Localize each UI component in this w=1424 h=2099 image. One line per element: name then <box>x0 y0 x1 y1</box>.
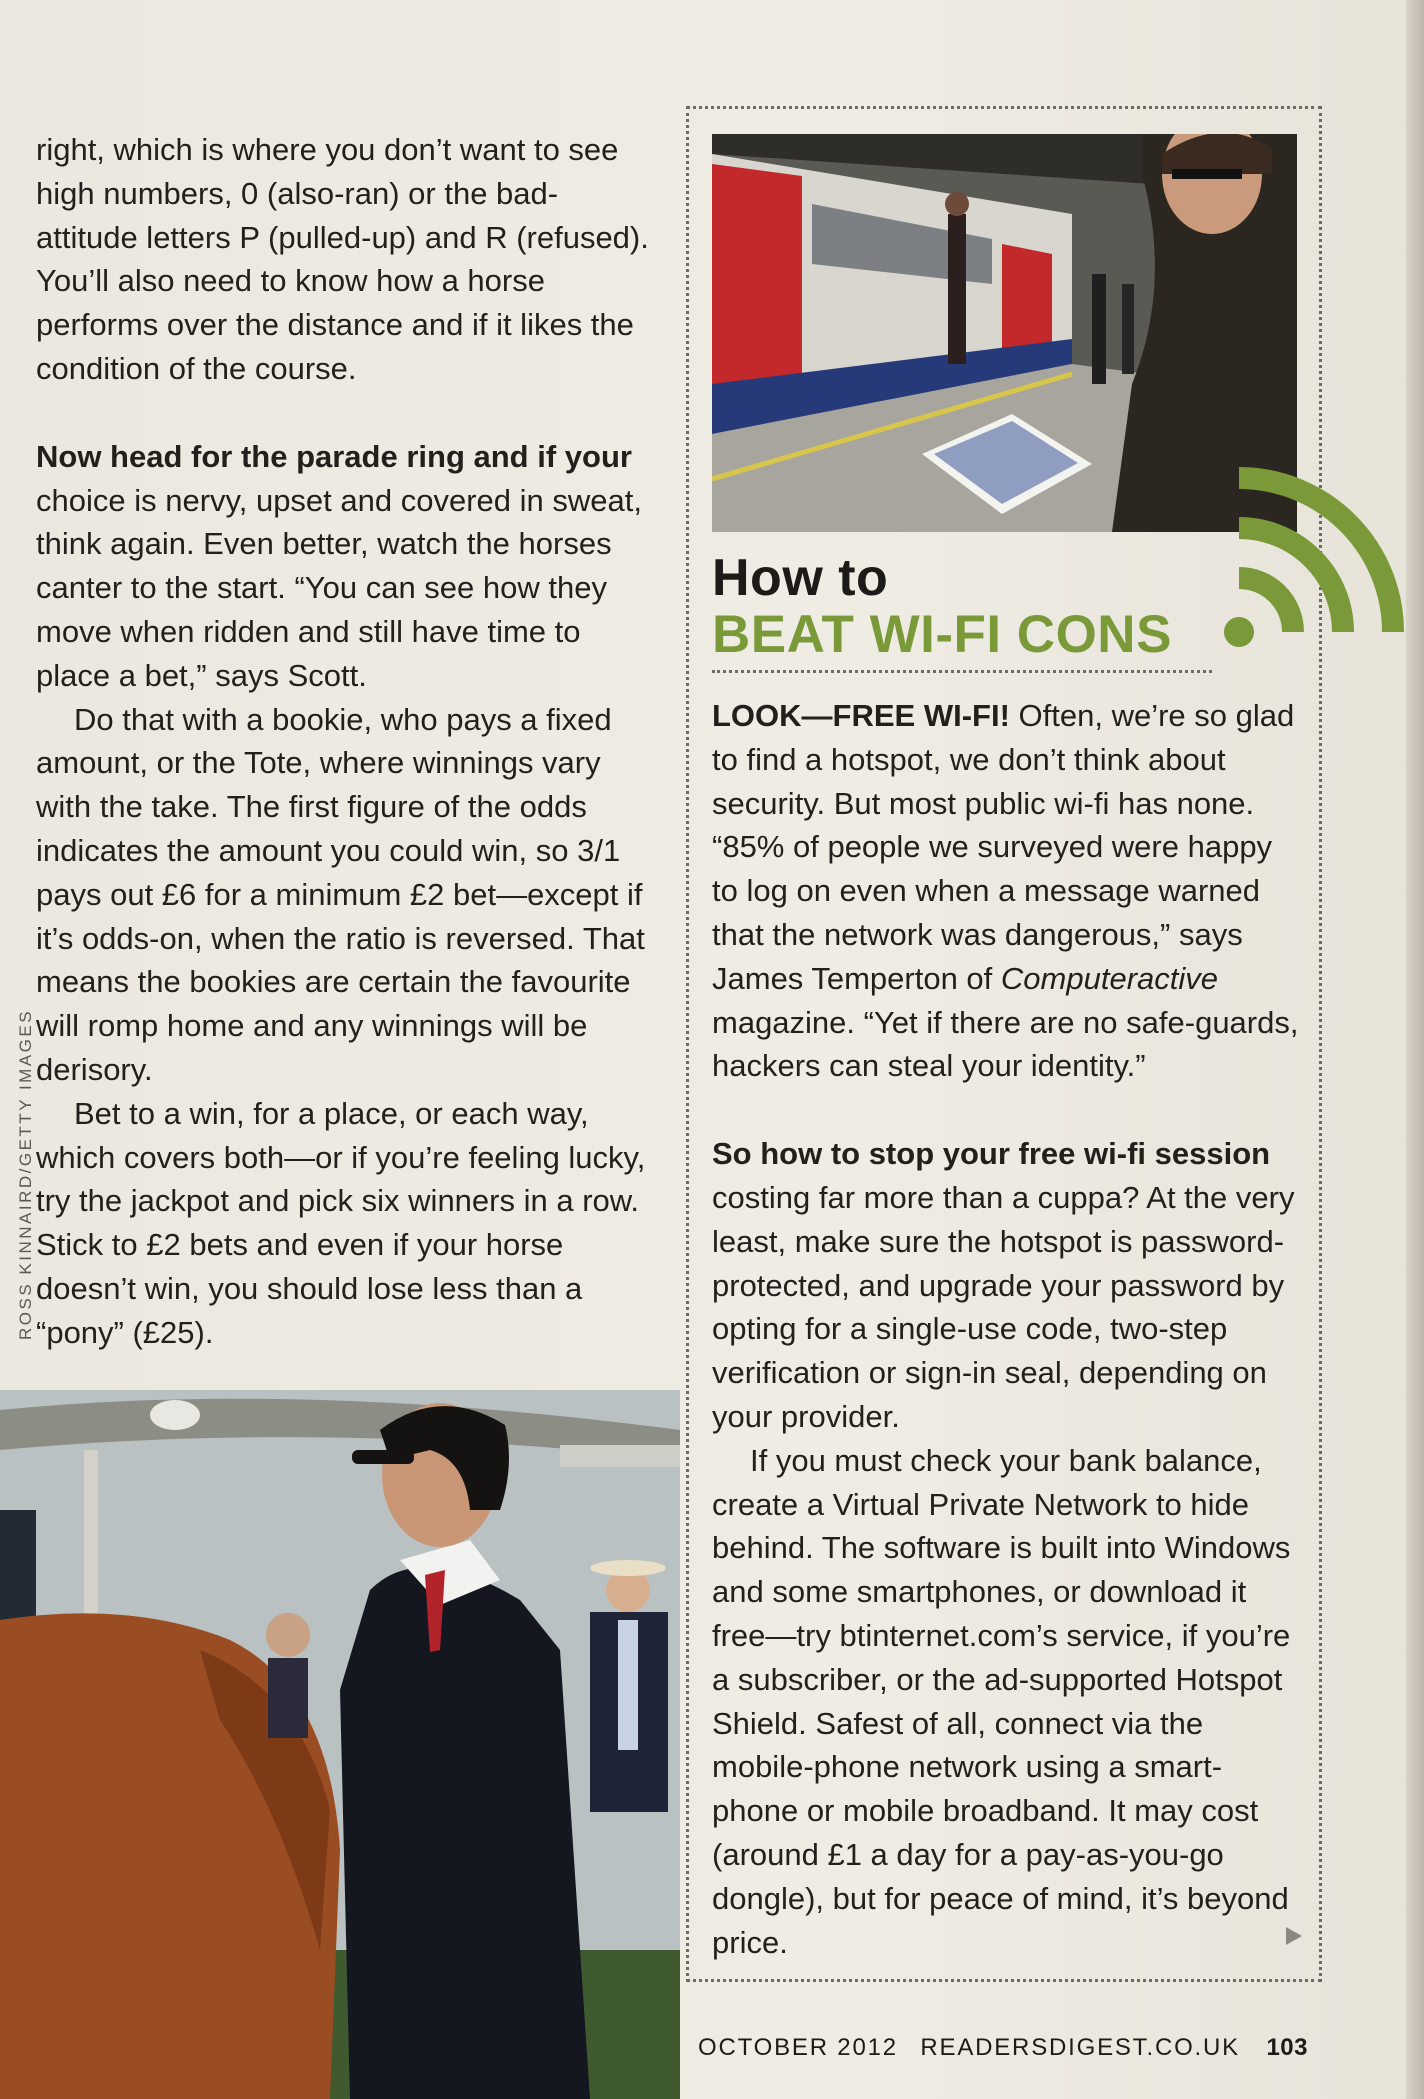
footer-issue: OCTOBER 2012 <box>698 2034 898 2061</box>
article-left-column <box>36 128 658 1355</box>
tube-station-photo <box>712 134 1297 532</box>
sidebar-heading-line2: BEAT WI-FI CONS <box>712 605 1172 664</box>
paragraph-body: choice is nervy, upset and covered in sweat, think again. Even better, watch the horses canter to the start. “You can see how they move when ridden and still have time to place a bet,” says Scott. <box>36 482 642 693</box>
page-number: 103 <box>1266 2034 1308 2061</box>
paragraph-lead-in: Now head for the parade ring and if your <box>36 438 632 474</box>
paragraph-lead-in: So how to stop your free wi-fi session <box>712 1136 1271 1172</box>
paragraph-body: Often, we’re so glad to find a hotspot, we don’t think about security. But most public wi-fi has none. “85% of people we surveyed were happy to log on even when a message warned that the network was dangerous,” says James Temperton of <box>712 698 1295 996</box>
heading-divider <box>712 670 1212 673</box>
article-paragraph: Bet to a win, for a place, or each way, which covers both—or if you’re feeling lucky, try the jackpot and pick six winners in a row. Stick to £2 bets and even if your horse doesn’t win, you should lose less than a “pony” (£25). <box>36 1095 646 1350</box>
magazine-title: Computeractive <box>1000 960 1218 996</box>
photo-credit: ROSS KINNAIRD/GETTY IMAGES <box>16 1008 35 1340</box>
sidebar-paragraph <box>712 694 1302 1088</box>
article-paragraph <box>36 435 658 698</box>
wifi-signal-icon <box>1215 450 1424 670</box>
paragraph-lead-in: LOOK—FREE WI-FI! <box>712 698 1010 733</box>
article-paragraph: Do that with a bookie, who pays a fixed amount, or the Tote, where winnings vary with the take. The first figure of the odds indicates the amount you could win, so 3/1 pays out £6 for a minimum £2 bet—except if it’s odds-on, when the ratio is reversed. That means the bookies are certain the favourite will romp home and any winnings will be derisory. <box>36 701 645 1087</box>
paragraph-body: costing far more than a cuppa? At the very least, make sure the hotspot is password-protected, and upgrade your password by opting for a single-use code, two-step verification or sign-in seal, depending on your provider. <box>712 1179 1295 1434</box>
triangle-right-icon <box>1286 1927 1302 1945</box>
page-footer <box>698 2034 1308 2062</box>
sidebar-heading-line1: How to <box>712 549 889 607</box>
paragraph-body: magazine. “Yet if there are no safe-guards, hackers can steal your identity.” <box>712 1004 1299 1084</box>
sidebar-paragraph <box>712 1132 1302 1439</box>
footer-site: READERSDIGEST.CO.UK <box>920 2034 1240 2061</box>
page-spine-edge <box>1406 0 1424 2099</box>
article-paragraph: right, which is where you don’t want to see high numbers, 0 (also-ran) or the bad-attitude letters P (pulled-up) and R (refused). You’ll also need to know how a horse performs over the distance and if it likes the condition of the course. <box>36 132 649 386</box>
racecourse-photo <box>0 1390 680 2099</box>
sidebar-body <box>712 694 1302 1964</box>
sidebar-paragraph: If you must check your bank balance, create a Virtual Private Network to hide behind. The software is built into Windows and some smartphones, or download it free—try btinternet.com’s service, if you’re a subscriber, or the ad-supported Hotspot Shield. Safest of all, connect via the mobile-phone network using a smart-phone or mobile broadband. It may cost (around £1 a day for a pay-as-you-go dongle), but for peace of mind, it’s beyond price. <box>712 1442 1291 1960</box>
